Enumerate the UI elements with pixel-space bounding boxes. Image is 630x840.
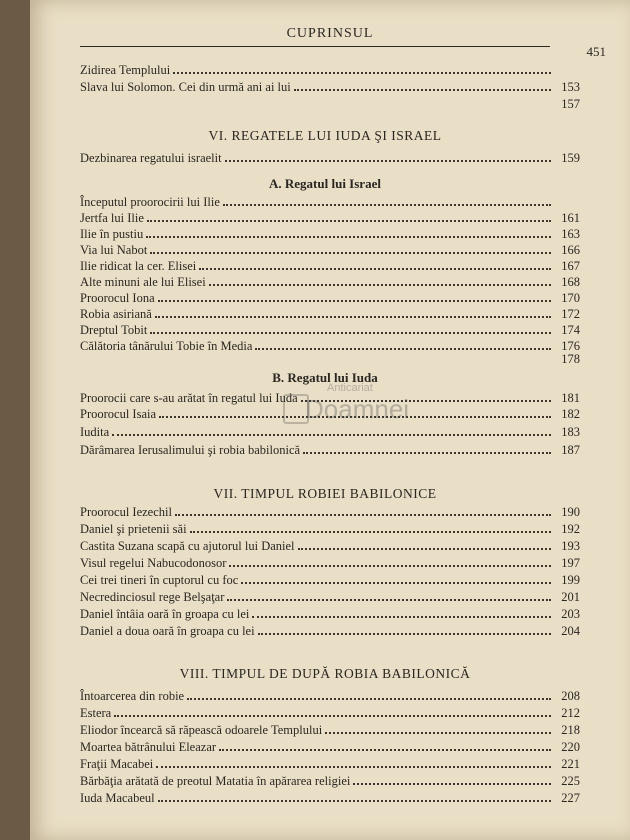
toc-entry: Bărbăţia arătată de preotul Matatia în apărarea religiei 225 <box>80 774 580 788</box>
section-heading: VII. TIMPUL ROBIEI BABILONICE <box>213 486 437 501</box>
toc-entry: Castita Suzana scapă cu ajutorul lui Daniel 193 <box>80 539 580 553</box>
toc-entry: Daniel a doua oară în groapa cu lei 204 <box>80 624 580 638</box>
toc-entry: Via lui Nabot 166 <box>80 243 580 257</box>
toc-entry: Începutul proorocirii lui Ilie <box>80 194 580 210</box>
header-rule <box>80 46 550 47</box>
watermark <box>275 382 415 452</box>
toc-entry: Întoarcerea din robie 208 <box>80 689 580 703</box>
toc-entry: Robia asiriană 172 <box>80 307 580 321</box>
toc-entry: Iudita 183 <box>80 425 580 439</box>
sub-heading: B. Regatul lui Iuda <box>272 370 378 385</box>
toc-entry: Proorocul Iona 170 <box>80 291 580 305</box>
book-page <box>30 0 630 840</box>
toc-entry: Visul regelui Nabucodonosor 197 <box>80 556 580 570</box>
section-heading: VI. REGATELE LUI IUDA ŞI ISRAEL <box>208 128 442 143</box>
sub-heading: A. Regatul lui Israel <box>269 176 381 191</box>
toc-entry: Călătoria tânărului Tobie în Media 176 <box>80 339 580 353</box>
page-ref: 157 <box>561 97 580 111</box>
toc-entry: Cei trei tineri în cuptorul cu foc 199 <box>80 573 580 587</box>
toc-entry: Ilie în pustiu 163 <box>80 227 580 241</box>
watermark-line1: Anticariat <box>327 382 373 394</box>
toc-entry: Proorocii care s-au arătat în regatul lui Iuda 181 <box>80 391 580 405</box>
toc-entry: Alte minuni ale lui Elisei 168 <box>80 275 580 289</box>
toc-entry: Slava lui Solomon. Cei din urmă ani ai lui 153 <box>80 80 580 94</box>
toc-entry: Jertfa lui Ilie 161 <box>80 211 580 225</box>
watermark-line2: Doamnei <box>305 394 410 424</box>
toc-entry: Dreptul Tobit 174 <box>80 323 580 337</box>
toc-entry: Dărâmarea Ierusalimului şi robia babilonică 187 <box>80 443 580 457</box>
toc-entry: Daniel şi prietenii săi 192 <box>80 522 580 536</box>
toc-entry: Zidirea Templului <box>80 62 580 78</box>
page-ref: 178 <box>561 352 580 366</box>
toc-entry: Proorocul Isaia 182 <box>80 407 580 421</box>
toc-entry: Iuda Macabeul 227 <box>80 791 580 805</box>
toc-entry: Ilie ridicat la cer. Elisei 167 <box>80 259 580 273</box>
toc-entry: Proorocul Iezechil 190 <box>80 505 580 519</box>
section-heading: VIII. TIMPUL DE DUPĂ ROBIA BABILONICĂ <box>179 666 471 681</box>
toc-entry: Moartea bătrânului Eleazar 220 <box>80 740 580 754</box>
toc-entry: Estera 212 <box>80 706 580 720</box>
page-number: 451 <box>586 44 606 59</box>
toc-entry: Necredinciosul rege Belşaţar 201 <box>80 590 580 604</box>
toc-entry: Fraţii Macabei 221 <box>80 757 580 771</box>
toc-entry: Dezbinarea regatului israelit 159 <box>80 151 580 165</box>
toc-entry: Daniel întâia oară în groapa cu lei 203 <box>80 607 580 621</box>
toc-entry: Eliodor încearcă să răpească odoarele Templului 218 <box>80 723 580 737</box>
running-head: CUPRINSUL <box>286 26 374 41</box>
